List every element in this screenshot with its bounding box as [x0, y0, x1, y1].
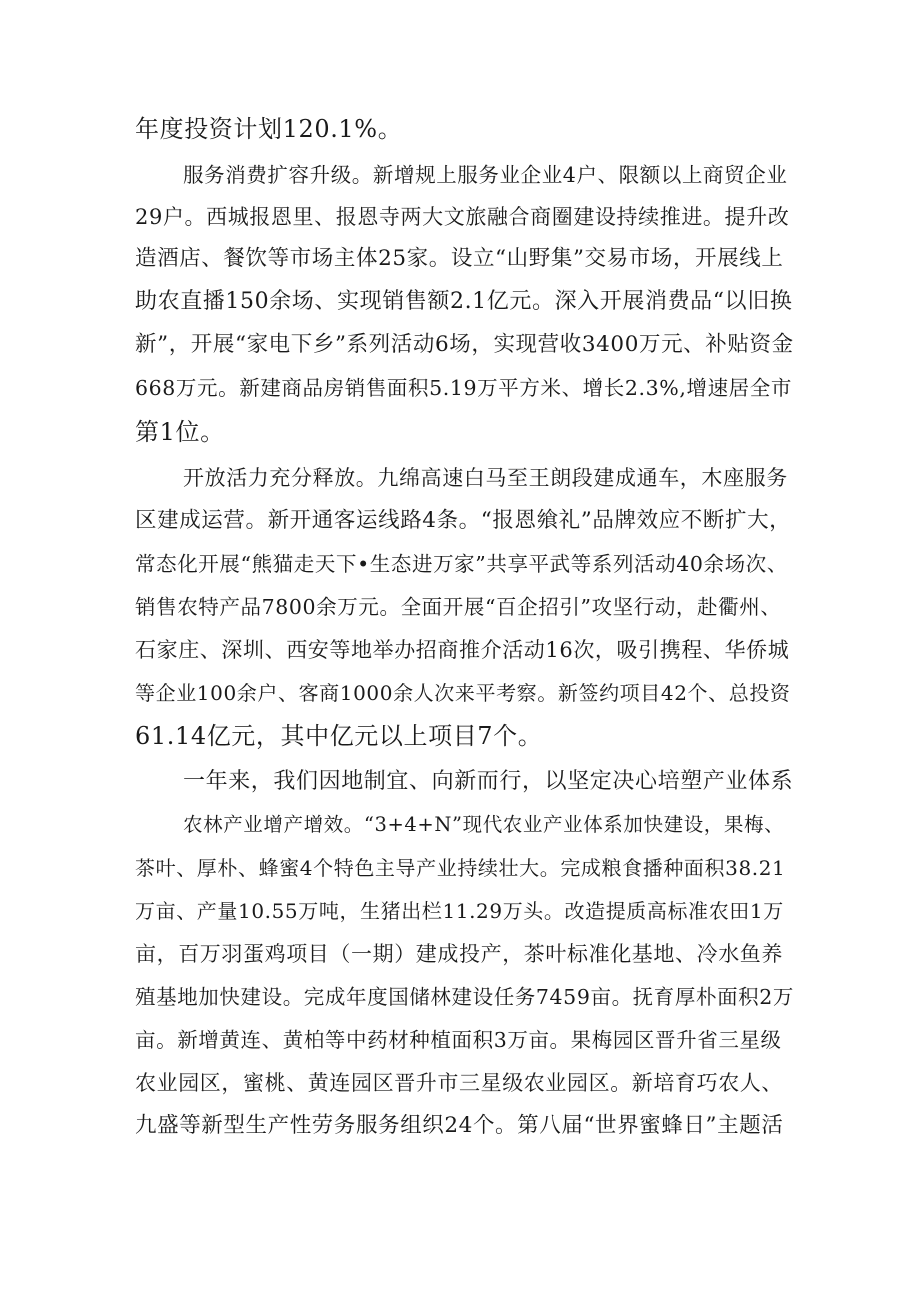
text-line: 61.14亿元，其中亿元以上项目7个。 [135, 722, 543, 750]
text-line: 万亩、产量10.55万吨，生猪出栏11.29万头。改造提质高标准农田1万 [135, 899, 784, 923]
text-line: 区建成运营。新开通客运线路4条。“报恩飨礼”品牌效应不断扩大， [135, 508, 792, 533]
text-line: 668万元。新建商品房销售面积5.19万平方米、增长2.3%,增速居全市 [135, 376, 792, 400]
text-line: 助农直播150余场、实现销售额2.1亿元。深入开展消费品“以旧换 [135, 289, 793, 314]
text-line: 第1位。 [135, 418, 225, 446]
text-line: 年度投资计划120.1%。 [135, 115, 403, 143]
text-line: 销售农特产品7800余万元。全面开展“百企招引”攻坚行动，赴衢州、 [135, 595, 782, 619]
paragraph-agriculture-start: 农林产业增产增效。“3+4+N”现代农业产业体系加快建设，果梅、 [183, 813, 785, 836]
text-line: 造酒店、餐饮等市场主体25家。设立“山野集”交易市场，开展线上 [135, 246, 784, 271]
text-line: 殖基地加快建设。完成年度国储林建设任务7459亩。抚育厚朴面积2万 [135, 985, 795, 1009]
text-line: 亩，百万羽蛋鸡项目（一期）建成投产，茶叶标准化基地、冷水鱼养 [135, 942, 783, 966]
text-line: 等企业100余户、客商1000余人次来平考察。新签约项目42个、总投资 [135, 681, 791, 705]
text-line: 29户。西城报恩里、报恩寺两大文旅融合商圈建设持续推进。提升改 [135, 205, 790, 229]
text-line: 新”，开展“家电下乡”系列活动6场，实现营收3400万元、补贴资金 [135, 332, 794, 357]
text-line: 石家庄、深圳、西安等地举办招商推介活动16次，吸引携程、华侨城 [135, 638, 790, 662]
section-heading-industry-system: 一年来，我们因地制宜、向新而行，以坚定决心培塑产业体系 [183, 769, 794, 794]
text-line: 常态化开展“熊猫走天下•生态进万家”共享平武等系列活动40余场次、 [135, 552, 788, 576]
text-line: 亩。新增黄连、黄柏等中药材种植面积3万亩。果梅园区晋升省三星级 [135, 1028, 782, 1052]
paragraph-service-consumption-start: 服务消费扩容升级。新增规上服务业企业4户、限额以上商贸企业 [183, 163, 788, 187]
text-line: 九盛等新型生产性劳务服务组织24个。第八届“世界蜜蜂日”主题活 [135, 1113, 784, 1138]
paragraph-openness-start: 开放活力充分释放。九绵高速白马至王朗段建成通车，木座服务 [183, 466, 788, 490]
text-line: 农业园区，蜜桃、黄连园区晋升市三星级农业园区。新培育巧农人、 [135, 1071, 783, 1095]
text-line: 茶叶、厚朴、蜂蜜4个特色主导产业持续壮大。完成粮食播种面积38.21 [135, 856, 786, 880]
